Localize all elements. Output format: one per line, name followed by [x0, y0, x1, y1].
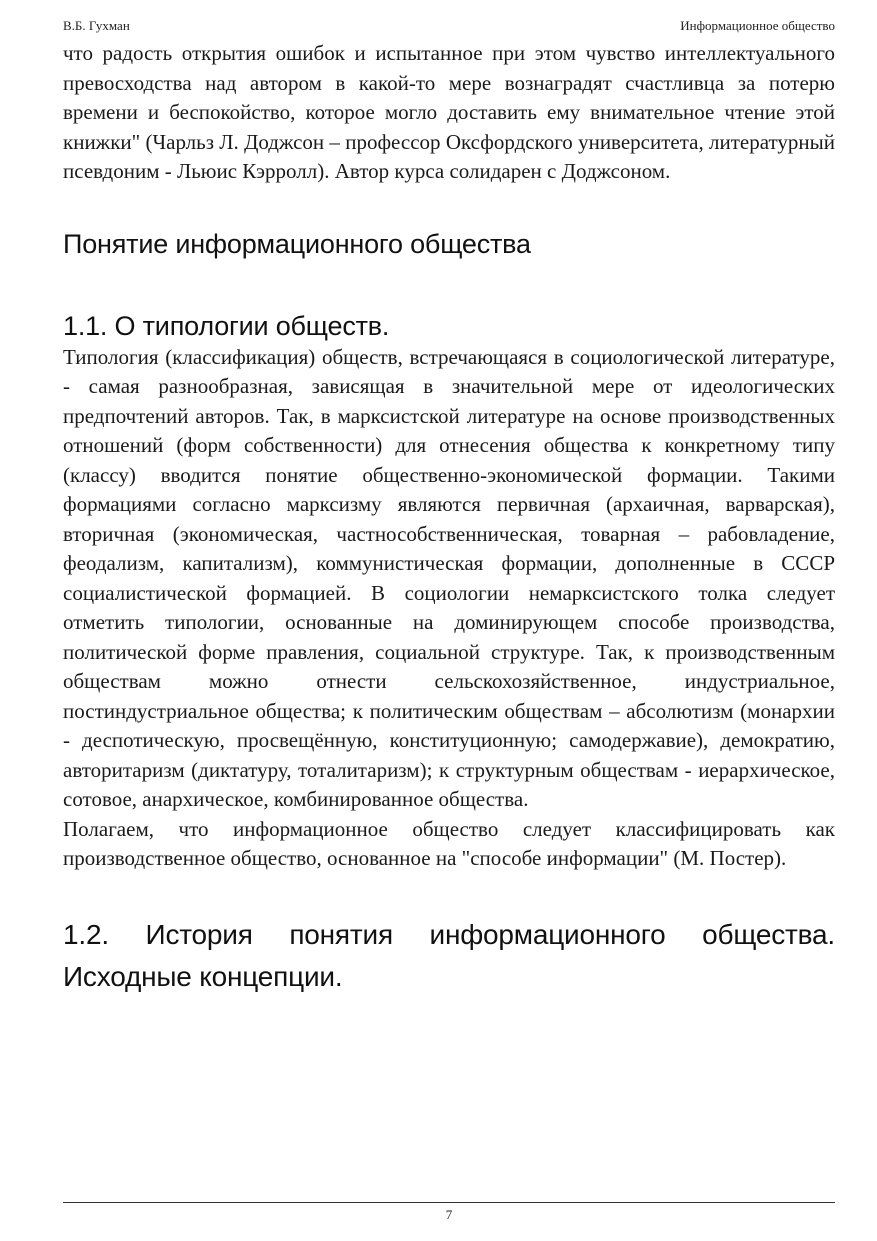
section-2-title: 1.2. История понятия информационного общества. Исходные концепции.	[63, 918, 835, 992]
page-number: 7	[445, 1207, 453, 1222]
section-1-paragraph-2: Полагаем, что информационное общество следует классифицировать как производственное общество, основанное на "способе информации" (М. Постер).	[63, 816, 835, 870]
footer-divider	[63, 1202, 835, 1203]
section-1-paragraph-1: Типология (классификация) обществ, встречающаяся в социологической литературе, - самая разнообразная, зависящая в значительной мере от идеологических предпочтений авторов. Так, в марксистской литературе на основе производственных отношений (форм собственности) для отнесения общества к конкретному типу (классу) вводится понятие общественно-экономической формации. Такими формациями согласно марксизму являются первичная (архаичная, варварская), вторичная (экономическая, частнособственническая, товарная – рабовладение, феодализм, капитализм), коммунистическая формации, дополненные в СССР социалистической формацией. В социологии немарксистского толка следует отметить типологии, основанные на доминирующем способе производства, политической форме правления, социальной структуре. Так, к производственным обществам можно отнести сельскохозяйственное, индустриальное, постиндустриальное общества; к политическим обществам – абсолютизм (монархии - деспотическую, просвещённую, конституционную; самодержавие), демократию, авторитаризм (диктатуру, тоталитаризм); к структурным обществам - иерархическое, сотовое, анархическое, комбинированное общества.	[63, 344, 835, 811]
header-author: В.Б. Гухман	[63, 18, 130, 33]
section-1-title: 1.1. О типологии обществ.	[63, 310, 390, 341]
document-page	[63, 0, 835, 1241]
running-header	[63, 17, 835, 35]
lead-paragraph: что радость открытия ошибок и испытанное при этом чувство интеллектуального превосходства над автором в какой-то мере вознаградят счастливца за потерю времени и беспокойство, которое могло доставить ему внимательное чтение этой книжки" (Чарльз Л. Доджсон – профессор Оксфордского университета, литературный псевдоним - Льюис Кэрролл). Автор курса солидарен с Доджсоном.	[63, 41, 835, 183]
page-content	[63, 39, 835, 998]
chapter-title: Понятие информационного общества	[63, 228, 531, 259]
header-book-title: Информационное общество	[680, 18, 835, 33]
